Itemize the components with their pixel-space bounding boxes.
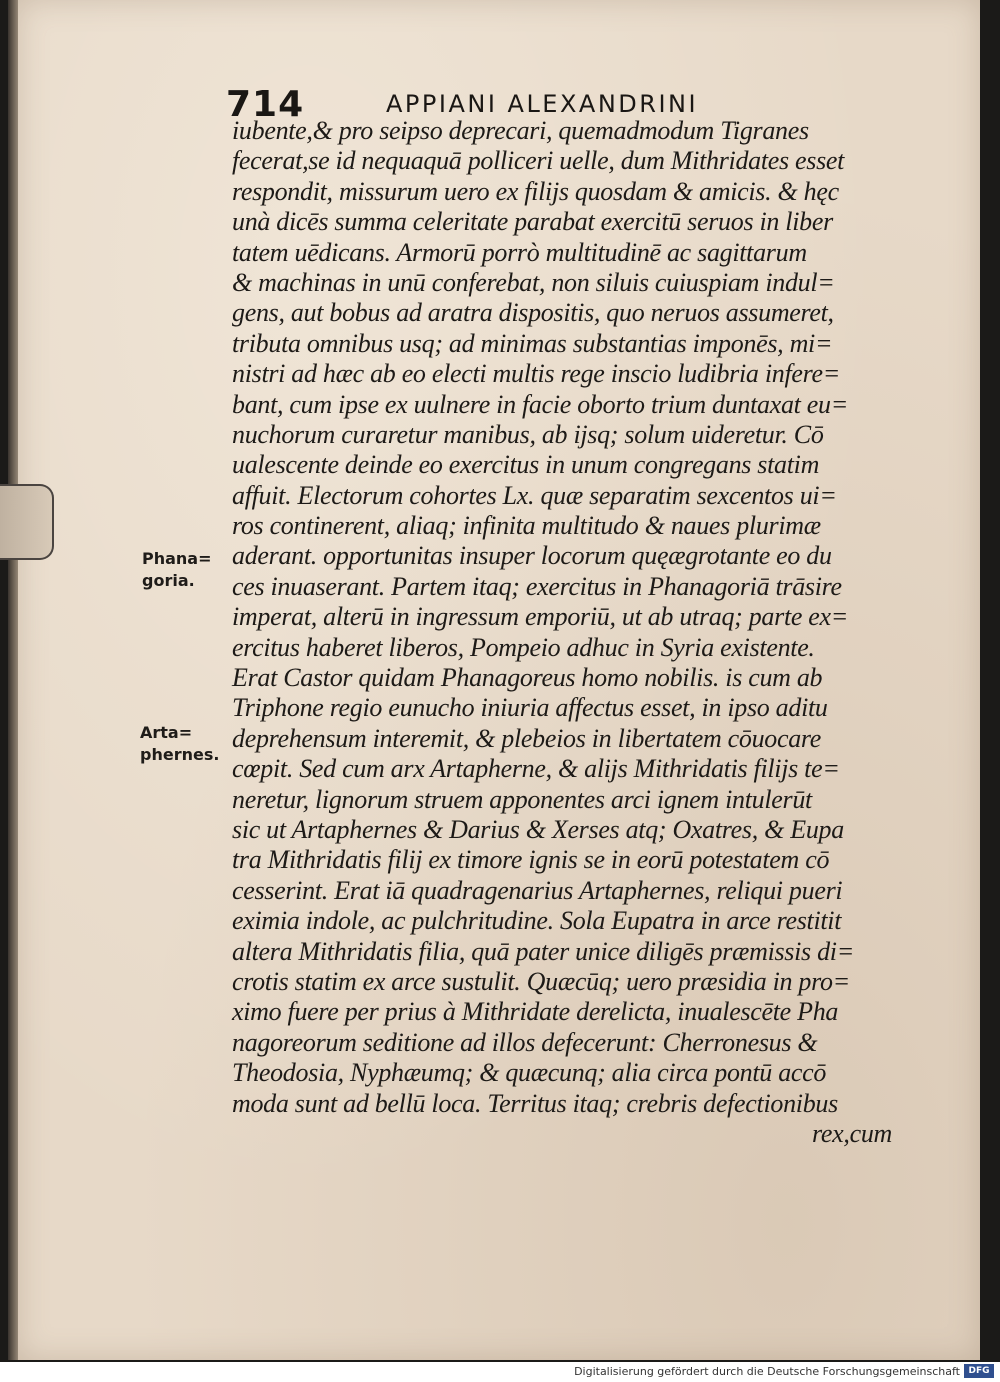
text-line: Triphone regio eunucho iniuria affectus esset, in ipso aditu [232,693,828,723]
text-line: respondit, missurum uero ex filijs quosdam & amicis. & hęc [232,176,839,206]
page-clip [0,484,54,560]
text-line: altera Mithridatis filia, quā pater unice diligēs præmissis di= [232,936,854,966]
text-line: neretur, lignorum struem apponentes arci ignem intulerūt [232,784,812,814]
text-line: nagoreorum seditione ad illos defecerunt: Cherronesus & [232,1027,818,1057]
text-line: ximo fuere per prius à Mithridate derelicta, inualescēte Pha [232,997,839,1027]
margin-note-line: phernes. [140,745,220,764]
footer-bar [0,1362,1000,1382]
text-line: bant, cum ipse ex uulnere in facie oborto trium duntaxat eu= [232,389,848,419]
margin-note-line: Phana= [142,549,212,568]
page-number: 714 [226,84,305,125]
book-title: APPIANI ALEXANDRINI [386,90,699,118]
text-line: tributa omnibus usq; ad minimas substantias imponēs, mi= [232,328,833,358]
margin-note-line: goria. [142,571,195,590]
text-line: sic ut Artaphernes & Darius & Xerses atq; Oxatres, & Eupa [232,814,844,844]
text-line: & machinas in unū conferebat, non siluis cuiuspiam indul= [232,267,835,297]
margin-note-artaphernes [140,722,219,766]
text-line: Theodosia, Nyphæumq; & quæcunq; alia circa pontū accō [232,1058,827,1088]
text-line: tatem uēdicans. Armorū porrò multitudinē ac sagittarum [232,237,807,267]
text-line: tra Mithridatis filij ex timore ignis se in eorū potestatem cō [232,845,830,875]
text-line: nistri ad hæc ab eo electi multis rege inscio ludibria infere= [232,359,840,389]
body-text [232,116,904,1149]
text-line: deprehensum interemit, & plebeios in libertatem cōuocare [232,723,822,753]
text-line: affuit. Electorum cohortes Lx. quæ separatim sexcentos ui= [232,480,837,510]
margin-note-phanagoria [142,548,212,592]
margin-note-line: Arta= [140,723,193,742]
text-line: Erat Castor quidam Phanagoreus homo nobilis. is cum ab [232,663,823,693]
text-line: ualescente deinde eo exercitus in unum congregans statim [232,450,820,480]
text-line: ros continerent, aliaq; infinita multitudo & naues plurimæ [232,511,821,541]
dfg-logo: DFG [964,1364,994,1378]
text-line: unà dicēs summa celeritate parabat exercitū seruos in liber [232,207,833,237]
footer-credit: Digitalisierung gefördert durch die Deutsche Forschungsgemeinschaft [574,1365,960,1378]
text-line: ces inuaserant. Partem itaq; exercitus in Phanagoriā trāsire [232,571,842,601]
text-line: iubente,& pro seipso deprecari, quemadmodum Tigranes [232,116,809,145]
catchword: rex,cum [812,1118,892,1148]
text-line: fecerat,se id nequaquā polliceri uelle, dum Mithridates esset [232,146,845,176]
text-line: gens, aut bobus ad aratra dispositis, quo neruos assumeret, [232,298,834,328]
text-line: imperat, alterū in ingressum emporiū, ut ab utraq; parte ex= [232,602,849,632]
text-line: eximia indole, ac pulchritudine. Sola Eupatra in arce restitit [232,906,842,936]
text-line: aderant. opportunitas insuper locorum quęægrotante eo du [232,541,832,571]
text-line: moda sunt ad bellū loca. Territus itaq; crebris defectionibus [232,1088,838,1118]
text-line: ercitus haberet liberos, Pompeio adhuc in Syria existente. [232,632,815,662]
text-line: cœpit. Sed cum arx Artapherne, & alijs Mithridatis filijs te= [232,754,840,784]
text-line: cesserint. Erat iā quadragenarius Artaphernes, reliqui pueri [232,875,843,905]
text-line: crotis statim ex arce sustulit. Quæcūq; uero præsidia in pro= [232,966,850,996]
text-line: nuchorum curaretur manibus, ab ijsq; solum uideretur. Cō [232,419,824,449]
